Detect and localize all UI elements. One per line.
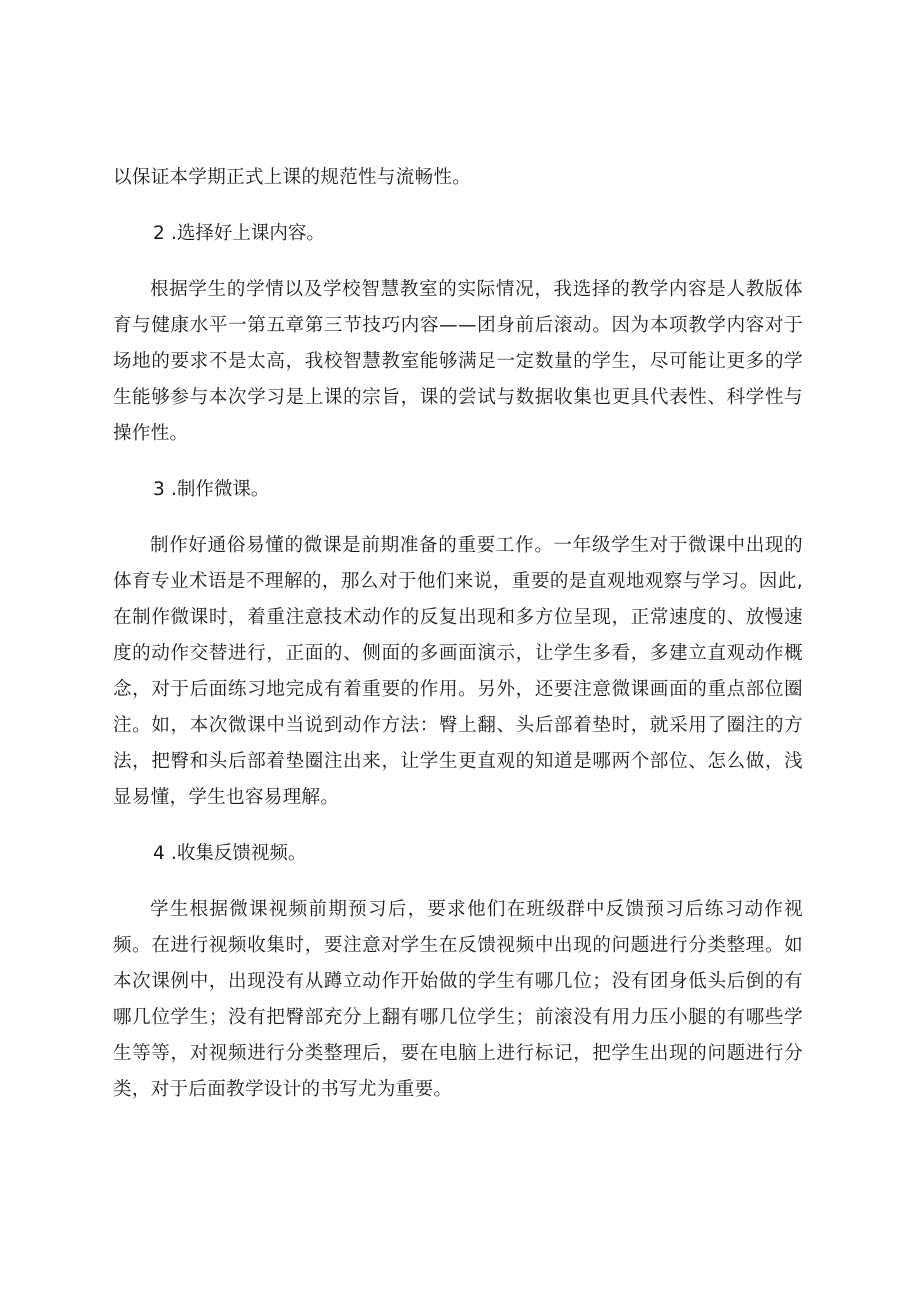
section-title: .收集反馈视频。	[171, 843, 307, 864]
paragraph-continuation: 以保证本学期正式上课的规范性与流畅性。	[113, 167, 472, 188]
section-title: .选择好上课内容。	[171, 223, 325, 244]
section-heading-3	[113, 472, 803, 508]
paragraph-micro-lesson: 制作好通俗易懂的微课是前期准备的重要工作。一年级学生对于微课中出现的体育专业术语是不理解的，那么对于他们来说，重要的是直观地观察与学习。因此,在制作微课时，着重注意技术动作的反复出现和多方位呈现，正常速度的、放慢速度的动作交替进行，正面的、侧面的多画面演示，让学生多看，多建立直观动作概念，对于后面练习地完成有着重要的作用。另外，还要注意微课画面的重点部位圈注。如，本次微课中当说到动作方法：臀上翻、头后部着垫时，就采用了圈注的方法，把臀和头后部着垫圈注出来，让学生更直观的知道是哪两个部位、怎么做，浅显易懂，学生也容易理解。	[113, 535, 803, 808]
section-heading-4	[113, 836, 803, 872]
paragraph-feedback-video: 学生根据微课视频前期预习后，要求他们在班级群中反馈预习后练习动作视频。在进行视频收集时，要注意对学生在反馈视频中出现的问题进行分类整理。如本次课例中，出现没有从蹲立动作开始做的学生有哪几位；没有团身低头后倒的有哪几位学生；没有把臀部充分上翻有哪几位学生；前滚没有用力压小腿的有哪些学生等等，对视频进行分类整理后，要在电脑上进行标记，把学生出现的问题进行分类，对于后面教学设计的书写尤为重要。	[113, 899, 803, 1100]
section-title: .制作微课。	[171, 479, 270, 500]
document-body	[113, 160, 803, 1108]
section-number: 4	[153, 843, 165, 864]
paragraph-content-selection: 根据学生的学情以及学校智慧教室的实际情况，我选择的教学内容是人教版体育与健康水平一第五章第三节技巧内容——团身前后滚动。因为本项教学内容对于场地的要求不是太高，我校智慧教室能够满足一定数量的学生，尽可能让更多的学生能够参与本次学习是上课的宗旨，课的尝试与数据收集也更具代表性、科学性与操作性。	[113, 279, 803, 444]
section-number: 2	[153, 223, 165, 244]
section-number: 3	[153, 479, 165, 500]
section-heading-2	[113, 216, 803, 252]
